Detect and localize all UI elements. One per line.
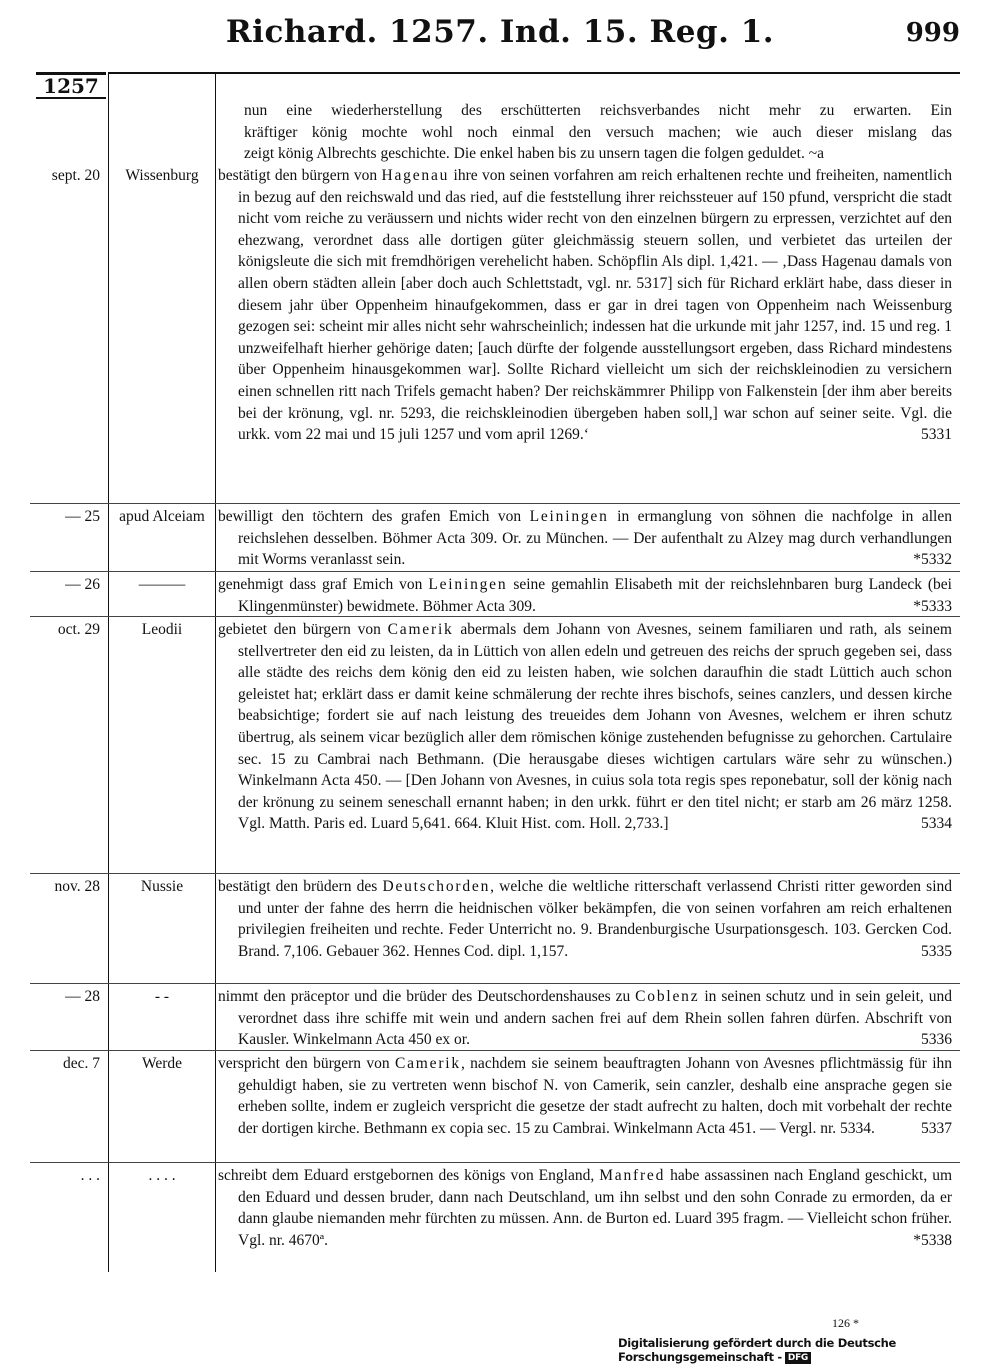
entry-place: Werde <box>141 1055 183 1072</box>
entry-place: Nussie <box>140 878 184 895</box>
entry-separator <box>30 571 960 572</box>
entry-separator <box>30 503 960 504</box>
header-rule <box>108 72 960 74</box>
year-heading: 1257 <box>36 72 106 99</box>
entry-number: *5338 <box>913 1231 952 1249</box>
entry-separator <box>30 1050 960 1051</box>
dfg-logo: DFG <box>785 1352 811 1364</box>
entry-date: — 28 <box>65 988 100 1005</box>
credit-text: Digitalisierung gefördert durch die Deutsche Forschungsgemeinschaft - <box>618 1336 897 1364</box>
entry-place: apud Alceiam <box>119 508 205 525</box>
entry-date: — 26 <box>65 576 100 593</box>
column-rule-date <box>108 72 109 1272</box>
entry-number: 5336 <box>921 1031 952 1049</box>
entry-text: gebietet den bürgern von Camerik abermals dem Johann von Avesnes, seinem familiaren und rath, als seinem stellvertreter den eid zu leisten, da in Lüttich von allen edeln und getreuen des reichs der spruch gegeben sei, dass alle städte des reichs dem könig den eid zu leisten haben, wie solchen daraufhin die stadt Lüttich auch schon geleistet hat; erklärt dass er damit keine schmälerung der rechte ihres bischofs, seines canzlers, und dessen kirche beabsichtige; fordert sie auf nach leistung des treueides dem Johann von Avesnes, welchem er ihren schutz übertrug, als seinem vicar bezüglich aller dem römischen könige zustehenden befugnisse zu gehorchen. Cartulaire sec. 15 zu Cambrai nach Bethmann. (Die herausgabe dieses wichtigen cartulars wäre sehr zu wünschen.) Winkelmann Acta 450. — [Den Johann von Avesnes, in cuius sola tota regis spes reponebatur, soll der könig nach der krönung zu seinem seneschall ernannt haben; in den urkk. führt er den titel nicht; er starb am 26 märz 1258. Vgl. Matth. Paris ed. Luard 5,641. 664. Kluit Hist. com. Holl. 2,733.] 5334 <box>218 619 952 835</box>
entry-date: — 25 <box>65 508 100 525</box>
page-title: Richard. 1257. Ind. 15. Reg. 1. <box>225 14 775 50</box>
entry-text: schreibt dem Eduard erstgebornen des königs von England, Manfred habe assassinen nach England geschickt, um den Eduard und dessen bruder, dann nach Deutschland, um ihn selbst und den sohn Conrade zu ermorden, da er dann glaube niemanden mehr fürchten zu müssen. Ann. de Burton ed. Luard 395 fragm. — Vielleicht schon früher. Vgl. nr. 4670ª. *5338 <box>218 1165 952 1251</box>
page-number: 999 <box>905 18 960 48</box>
entry-number: *5333 <box>913 597 952 615</box>
entry-date: dec. 7 <box>62 1055 100 1072</box>
entry-date: nov. 28 <box>54 878 100 895</box>
entry-place: - - <box>154 988 170 1005</box>
entry-separator <box>30 983 960 984</box>
entry-text: bestätigt den bürgern von Hagenau ihre von seinen vorfahren am reich erhaltenen rechte und freiheiten, namentlich in bezug auf den reichswald und das ried, auf die feststellung ihrer reichssteuer auf 150 pfund, verspricht die stadt nicht vom reiche zu veräussern und nichts wider recht von den einzelnen bürgern zu erpressen, verzichtet auf den ehezwang, verordnet dass alle dortigen güter gleichmässig steuern sollen, und verbietet das urteilen der königsleute die sich mit fremdhörigen verehelicht haben. Schöpflin Als dipl. 1,421. — ‚Dass Hagenau damals von allen obern städten allein [aber doch auch Schlettstadt, vgl. nr. 5317] sich für Richard erklärt habe, dass dieser in diesem jahr über Oppenheim hinaufgekommen, dass er gar in drei tagen von Oppenheim nach Weissenburg gezogen sei: scheint mir alles nicht sehr wahrscheinlich; indessen hat die urkunde mit jahr 1257, ind. 15 und reg. 1 unzweifelhaft hierher gehörige daten; [auch dürfte der folgende ausstellungsort ergeben, dass Richard mindestens über Oppenheim hinausgekommen war]. Sollte Richard vielleicht um sich der reichskleinodien zu versichern einen schnellen ritt nach Trifels gemacht haben? Der reichskämmrer Philipp von Falkenstein [der ihm aber bereits bei der krönung, vgl. nr. 5293, die reichskleinodien übergeben haben soll,] war schon auf seiner seite. Vgl. die urkk. vom 22 mai und 15 juli 1257 und vom april 1269.‘ 5331 <box>218 165 952 446</box>
entry-date: sept. 20 <box>51 167 100 184</box>
entry-place: Leodii <box>141 621 183 638</box>
continuation-line: nun eine wiederherstellung des erschütterten reichsverbandes nicht mehr zu erwarten. Ein <box>244 102 952 119</box>
entry-number: *5332 <box>913 551 952 569</box>
entry-date: . . . <box>80 1167 100 1184</box>
entry-number: 5331 <box>921 426 952 444</box>
continuation-text <box>244 100 952 165</box>
entry-text: bestätigt den brüdern des Deutschorden, welche die weltliche ritterschaft verlassend Christi ritter geworden sind und unter der fahne des herrn die heidnischen völker bekämpfen, die von seinen vorfahren am reich erhaltenen privilegien freiheiten und rechte. Feder Unterricht no. 9. Brandenburgische Usurpationsgesch. 103. Gercken Cod. Brand. 7,106. Gebauer 362. Hennes Cod. dipl. 1,157. 5335 <box>218 876 952 962</box>
entry-text: bewilligt den töchtern des grafen Emich von Leiningen in ermanglung von söhnen die nachfolge in allen reichslehen desselben. Böhmer Acta 309. Or. zu München. — Der aufenthalt zu Alzey mag durch verhandlungen mit Worms veranlasst sein. *5332 <box>218 506 952 571</box>
sheet-signature: 126 * <box>832 1316 859 1330</box>
entry-separator <box>30 1162 960 1163</box>
entry-date: oct. 29 <box>57 621 100 638</box>
entry-text: genehmigt dass graf Emich von Leiningen seine gemahlin Elisabeth mit der reichslehnbaren burg Landeck (bei Klingenmünster) bewidmete. Böhmer Acta 309. *5333 <box>218 574 952 617</box>
entry-place: Wissenburg <box>125 167 199 184</box>
entry-separator <box>30 873 960 874</box>
entry-text: nimmt den präceptor und die brüder des Deutschordenshauses zu Coblenz in seinen schutz und in sein geleit, und verordnet dass ihre schiffe mit wein und andern sachen frei auf dem Rhein sollen fahren dürfen. Abschrift von Kausler. Winkelmann Acta 450 ex or. 5336 <box>218 986 952 1051</box>
entry-separator <box>30 616 960 617</box>
column-rule-place <box>215 72 216 1272</box>
entry-text: verspricht den bürgern von Camerik, nachdem sie seinem beauftragten Johann von Avesnes pflichtmässig für ihn gehuldigt haben, sie zu vertreten wenn bischof N. von Camerik, sein canzler, deshalb eine ansprache gegen sie erheben sollte, indem er zugleich verspricht die gesetze der stadt aufrecht zu halten, doch mit vorbehalt der rechte der dortigen kirche. Bethmann ex copia sec. 15 zu Cambrai. Winkelmann Acta 451. — Vergl. nr. 5334. 5337 <box>218 1053 952 1139</box>
entry-number: 5334 <box>921 815 952 833</box>
entry-place: . . . . <box>148 1167 176 1184</box>
digitization-credit <box>618 1336 1000 1364</box>
entry-place: ——— <box>138 576 186 593</box>
entry-number: 5337 <box>921 1119 952 1137</box>
continuation-line: kräftiger könig mochte wohl noch einmal den versuch machen; wie auch dieser mislang das <box>244 123 952 141</box>
entry-number: 5335 <box>921 942 952 960</box>
continuation-line: zeigt könig Albrechts geschichte. Die enkel haben bis zu unsern tagen die folgen geduldet. ~a <box>244 145 824 163</box>
